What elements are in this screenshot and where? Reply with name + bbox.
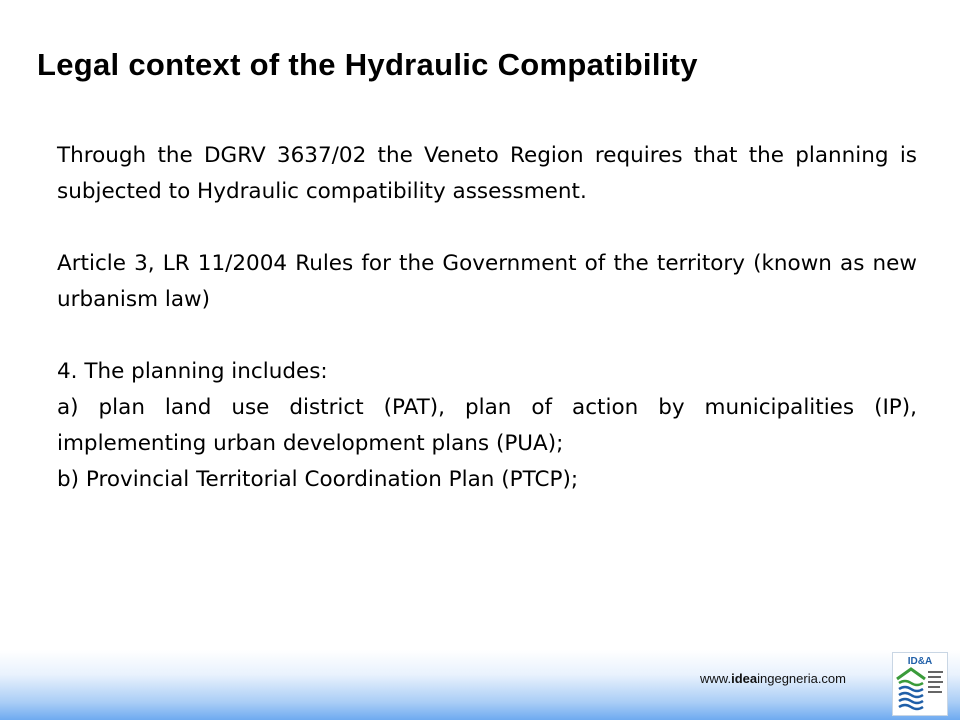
paragraph-article-3: Article 3, LR 11/2004 Rules for the Government of the territory (known as new urbanism law) [57,251,917,312]
logo-text-line [928,691,942,693]
paragraph-planning-heading: 4. The planning includes: [57,359,328,384]
logo-roof-shape [897,669,925,679]
website-prefix: www. [700,671,732,686]
logo-text-line [928,676,941,678]
website-link[interactable] [700,671,846,686]
logo-text-line [928,686,940,688]
slide-body [57,138,917,498]
ida-logo-icon [892,652,948,716]
slide-title: Legal context of the Hydraulic Compatibility [37,47,698,82]
list-item-b: b) Provincial Territorial Coordination Plan (PTCP); [57,467,579,492]
website-suffix: ingegneria.com [757,671,846,686]
logo-wave-blue-3 [899,699,923,703]
logo-text-line [928,671,943,673]
paragraph-spacer [57,318,917,354]
logo-wave-green [899,681,923,685]
logo-text: ID&A [907,656,933,667]
logo-wave-blue-4 [899,705,923,709]
logo-wave-blue-1 [899,687,923,691]
logo-text-line [928,681,943,683]
ida-logo-graphic [893,653,947,715]
paragraph-spacer [57,210,917,246]
logo-wave-blue-2 [899,693,923,697]
website-bold: idea [731,671,758,686]
paragraph-dgrv: Through the DGRV 3637/02 the Veneto Region requires that the planning is subjected to Hydraulic compatibility assessment. [57,143,917,204]
list-item-a: a) plan land use district (PAT), plan of action by municipalities (IP), implementing urban development plans (PUA); [57,395,917,456]
